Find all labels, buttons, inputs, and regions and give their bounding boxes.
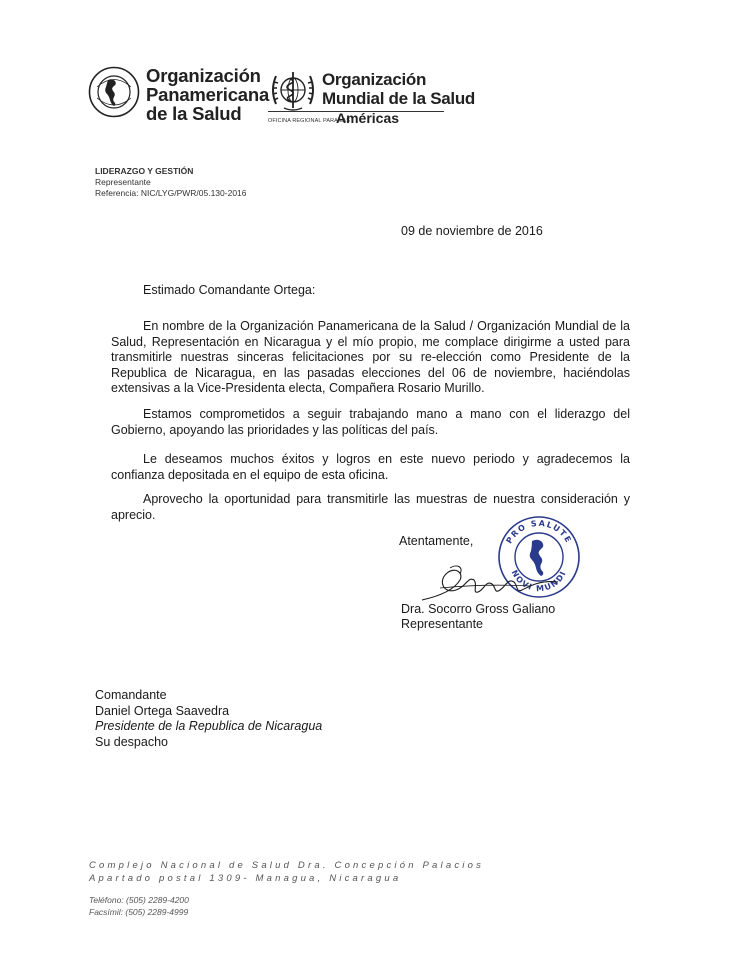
role-label: Representante xyxy=(95,177,151,187)
footer-address xyxy=(89,859,484,885)
body-paragraph-4: Aprovecho la oportunidad para transmitirle las muestras de nuestra consideración y aprecio. xyxy=(111,492,630,522)
signature xyxy=(420,560,560,606)
svg-text:NOVI MUNDI: NOVI MUNDI xyxy=(509,568,569,594)
paho-name-line2: Panamericana xyxy=(146,84,270,105)
paho-seal-logo xyxy=(88,66,140,118)
salutation: Estimado Comandante Ortega: xyxy=(143,283,316,297)
letter-date: 09 de noviembre de 2016 xyxy=(401,224,543,238)
who-name-line1: Organización xyxy=(322,70,427,89)
addressee-line-3: Presidente de la Republica de Nicaragua xyxy=(95,719,323,734)
addressee-line-4: Su despacho xyxy=(95,734,168,749)
paho-name-line1: Organización xyxy=(146,65,261,86)
footer-address-line-1: Complejo Nacional de Salud Dra. Concepción Palacios xyxy=(89,860,485,871)
paho-name xyxy=(146,66,269,123)
who-americas-label: Américas xyxy=(336,110,400,126)
footer-contact xyxy=(89,895,189,918)
footer-address-line-2: Apartado postal 1309- Managua, Nicaragua xyxy=(89,873,402,884)
who-regional-label: OFICINA REGIONAL PARA LAS xyxy=(268,118,350,124)
closing: Atentamente, xyxy=(399,534,474,548)
addressee-line-2: Daniel Ortega Saavedra xyxy=(95,703,230,718)
body-paragraph-3: Le deseamos muchos éxitos y logros en este nuevo periodo y agradecemos la confianza depositada en el equipo de esta oficina. xyxy=(111,452,630,482)
footer-fax: Facsímil: (505) 2289-4999 xyxy=(89,906,189,917)
department-label: LIDERAZGO Y GESTIÓN xyxy=(95,166,194,176)
body-paragraph-1: En nombre de la Organización Panamericana de la Salud / Organización Mundial de la Salud, Representación en Nicaragua y el mío propio, me complace dirigirme a usted para transmitirle nuestras sinceras felicitaciones por su re-elección como Presidente de la Republica de Nicaragua, en las pasadas elecciones del 06 de noviembre, haciéndolas extensivas a la Vice-Presidenta electa, Compañera Rosario Murillo. xyxy=(111,319,630,396)
footer-phone: Teléfono: (505) 2289-4200 xyxy=(89,895,189,905)
signer-block xyxy=(401,602,555,632)
reference-block xyxy=(95,166,247,199)
who-name-line2: Mundial de la Salud xyxy=(322,89,475,108)
addressee-line-1: Comandante xyxy=(95,688,167,702)
body-paragraph-2: Estamos comprometidos a seguir trabajando mano a mano con el liderazgo del Gobierno, apoyando las prioridades y las políticas del país. xyxy=(111,407,630,437)
svg-text:PRO SALUTE: PRO SALUTE xyxy=(504,518,574,546)
who-name xyxy=(322,70,475,108)
signer-name: Dra. Socorro Gross Galiano xyxy=(401,602,556,616)
paho-name-line3: de la Salud xyxy=(146,103,242,124)
reference-number: Referencia: NIC/LYG/PWR/05.130-2016 xyxy=(95,188,247,198)
addressee-block xyxy=(95,688,322,750)
who-emblem-logo xyxy=(268,66,318,114)
signer-title: Representante xyxy=(401,617,484,631)
